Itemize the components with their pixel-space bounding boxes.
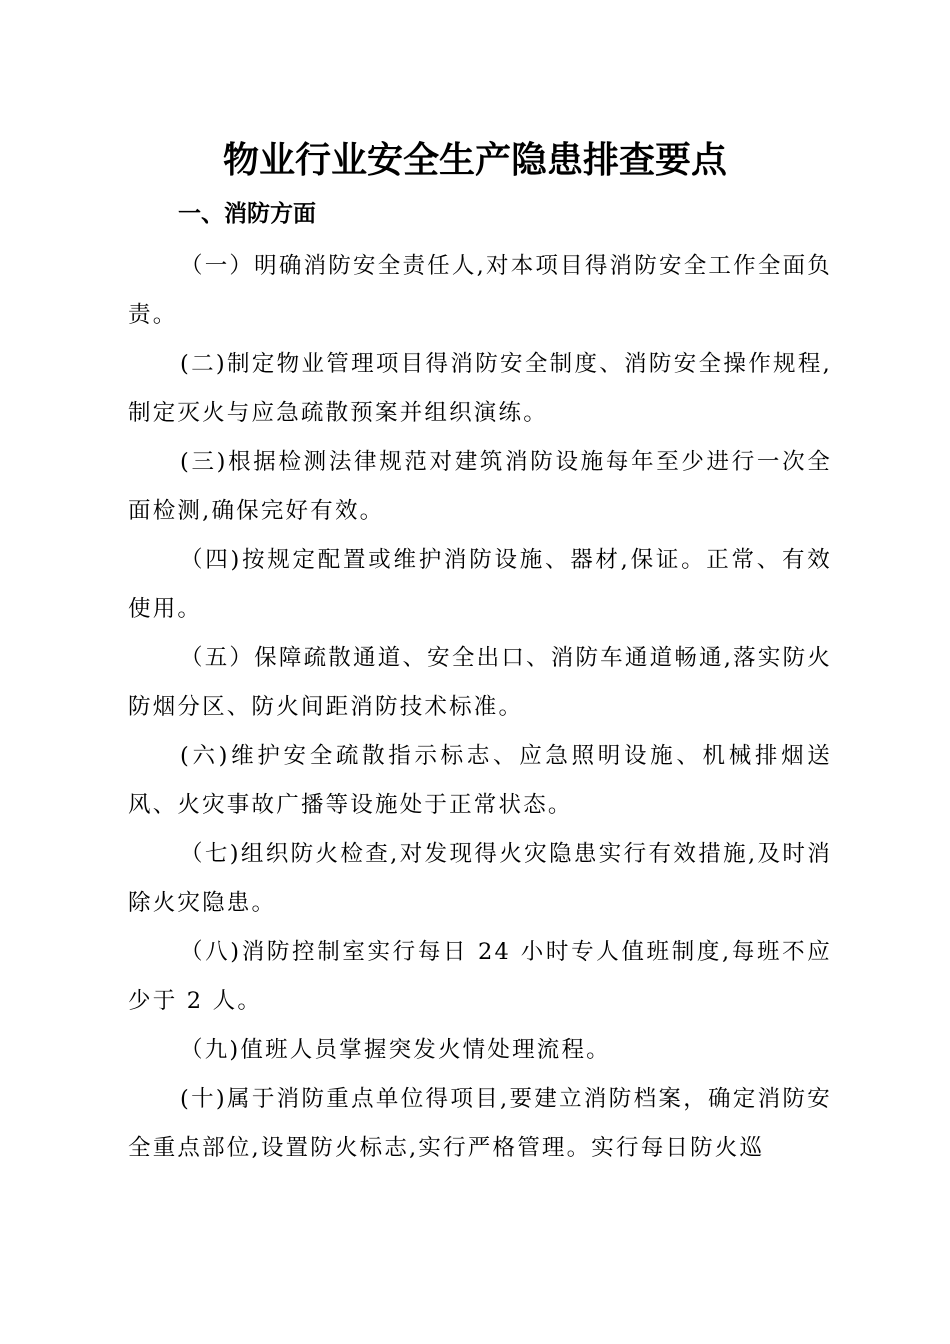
paragraph-10: (十)属于消防重点单位得项目,要建立消防档案，确定消防安全重点部位,设置防火标志,实行严格管理。实行每日防火巡 — [128, 1086, 832, 1161]
paragraph-3: (三)根据检测法律规范对建筑消防设施每年至少进行一次全面检测,确保完好有效。 — [128, 449, 832, 524]
paragraph-1: （一）明确消防安全责任人,对本项目得消防安全工作全面负责。 — [128, 253, 832, 328]
paragraph-7: （七)组织防火检查,对发现得火灾隐患实行有效措施,及时消除火灾隐患。 — [128, 841, 832, 916]
paragraph-2: (二)制定物业管理项目得消防安全制度、消防安全操作规程,制定灭火与应急疏散预案并组织演练。 — [128, 351, 832, 426]
document-body — [128, 242, 832, 1173]
paragraph-4: （四)按规定配置或维护消防设施、器材,保证。正常、有效使用。 — [128, 547, 832, 622]
paragraph-6: (六)维护安全疏散指示标志、应急照明设施、机械排烟送风、火灾事故广播等设施处于正常状态。 — [128, 743, 832, 818]
paragraph-8: （八)消防控制室实行每日 24 小时专人值班制度,每班不应少于 2 人。 — [128, 939, 832, 1014]
section-heading: 一、消防方面 — [178, 201, 316, 227]
paragraph-9: （九)值班人员掌握突发火情处理流程。 — [180, 1037, 611, 1063]
paragraph-5: （五）保障疏散通道、安全出口、消防车通道畅通,落实防火防烟分区、防火间距消防技术标准。 — [128, 645, 832, 720]
document-title: 物业行业安全生产隐患排查要点 — [222, 139, 727, 181]
